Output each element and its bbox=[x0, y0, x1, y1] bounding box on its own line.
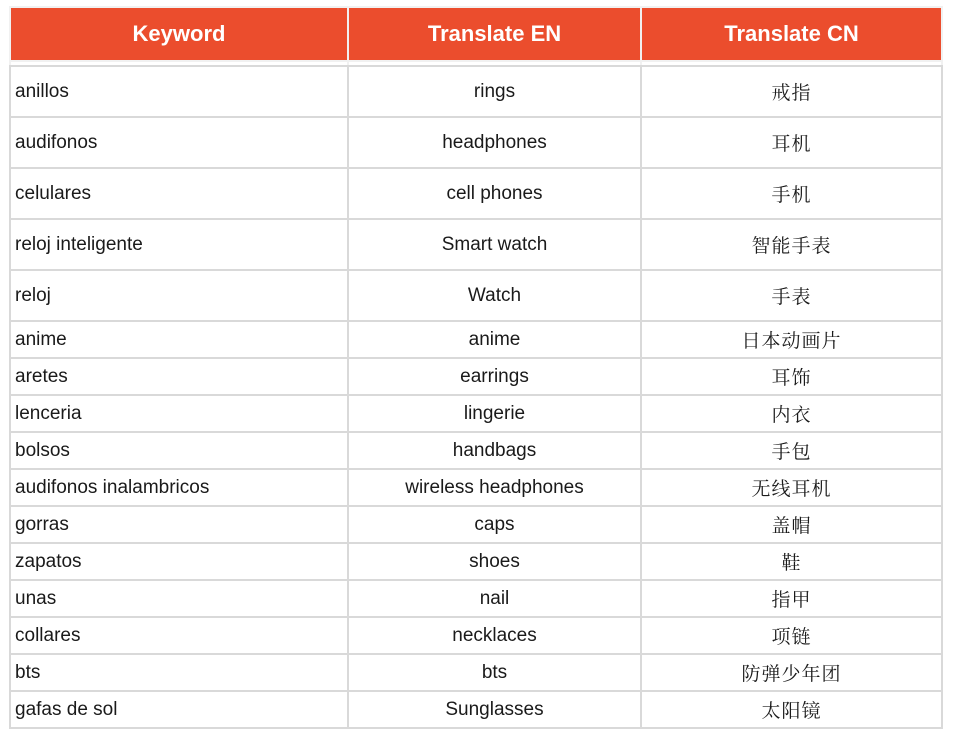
keyword-cell: reloj bbox=[10, 270, 348, 321]
table-row bbox=[10, 168, 942, 219]
table-row bbox=[10, 543, 942, 580]
table-row bbox=[10, 506, 942, 543]
keyword-cell: audifonos bbox=[10, 117, 348, 168]
table-row bbox=[10, 432, 942, 469]
translate-cn-cell: 防弹少年团 bbox=[641, 654, 942, 691]
translate-en-cell: cell phones bbox=[348, 168, 641, 219]
translate-cn-cell: 内衣 bbox=[641, 395, 942, 432]
translate-en-cell: bts bbox=[348, 654, 641, 691]
keyword-cell: unas bbox=[10, 580, 348, 617]
table-row bbox=[10, 654, 942, 691]
translate-en-cell: headphones bbox=[348, 117, 641, 168]
keyword-cell: gafas de sol bbox=[10, 691, 348, 728]
translate-en-cell: rings bbox=[348, 66, 641, 117]
keyword-cell: audifonos inalambricos bbox=[10, 469, 348, 506]
translate-cn-cell: 戒指 bbox=[641, 66, 942, 117]
translate-en-cell: earrings bbox=[348, 358, 641, 395]
keyword-cell: anillos bbox=[10, 66, 348, 117]
table-row bbox=[10, 270, 942, 321]
translate-en-cell: Smart watch bbox=[348, 219, 641, 270]
keyword-cell: zapatos bbox=[10, 543, 348, 580]
translate-en-cell: Watch bbox=[348, 270, 641, 321]
table-row bbox=[10, 580, 942, 617]
keyword-cell: gorras bbox=[10, 506, 348, 543]
keyword-cell: bolsos bbox=[10, 432, 348, 469]
translate-en-cell: caps bbox=[348, 506, 641, 543]
translate-en-cell: lingerie bbox=[348, 395, 641, 432]
table-row bbox=[10, 395, 942, 432]
keyword-cell: reloj inteligente bbox=[10, 219, 348, 270]
translate-cn-cell: 盖帽 bbox=[641, 506, 942, 543]
translate-cn-cell: 太阳镜 bbox=[641, 691, 942, 728]
table-row bbox=[10, 117, 942, 168]
translate-cn-cell: 耳机 bbox=[641, 117, 942, 168]
translate-cn-cell: 耳饰 bbox=[641, 358, 942, 395]
keyword-cell: anime bbox=[10, 321, 348, 358]
header-translate-cn: Translate CN bbox=[641, 7, 942, 61]
translate-cn-cell: 手机 bbox=[641, 168, 942, 219]
table-row bbox=[10, 66, 942, 117]
table-row bbox=[10, 358, 942, 395]
header-row bbox=[10, 7, 942, 61]
keyword-translation-table bbox=[9, 6, 943, 729]
translate-en-cell: anime bbox=[348, 321, 641, 358]
translate-en-cell: Sunglasses bbox=[348, 691, 641, 728]
header-translate-en: Translate EN bbox=[348, 7, 641, 61]
translate-en-cell: necklaces bbox=[348, 617, 641, 654]
translate-cn-cell: 无线耳机 bbox=[641, 469, 942, 506]
table-row bbox=[10, 321, 942, 358]
translate-en-cell: handbags bbox=[348, 432, 641, 469]
translate-cn-cell: 智能手表 bbox=[641, 219, 942, 270]
translate-cn-cell: 日本动画片 bbox=[641, 321, 942, 358]
translate-en-cell: shoes bbox=[348, 543, 641, 580]
table-body bbox=[10, 61, 942, 728]
table-row bbox=[10, 691, 942, 728]
translate-en-cell: nail bbox=[348, 580, 641, 617]
keyword-cell: lenceria bbox=[10, 395, 348, 432]
translate-cn-cell: 鞋 bbox=[641, 543, 942, 580]
translate-cn-cell: 手表 bbox=[641, 270, 942, 321]
keyword-cell: celulares bbox=[10, 168, 348, 219]
header-keyword: Keyword bbox=[10, 7, 348, 61]
translate-cn-cell: 指甲 bbox=[641, 580, 942, 617]
table-row bbox=[10, 219, 942, 270]
translate-cn-cell: 项链 bbox=[641, 617, 942, 654]
table-row bbox=[10, 617, 942, 654]
keyword-cell: collares bbox=[10, 617, 348, 654]
keyword-cell: aretes bbox=[10, 358, 348, 395]
translate-en-cell: wireless headphones bbox=[348, 469, 641, 506]
table-row bbox=[10, 469, 942, 506]
keyword-cell: bts bbox=[10, 654, 348, 691]
translate-cn-cell: 手包 bbox=[641, 432, 942, 469]
